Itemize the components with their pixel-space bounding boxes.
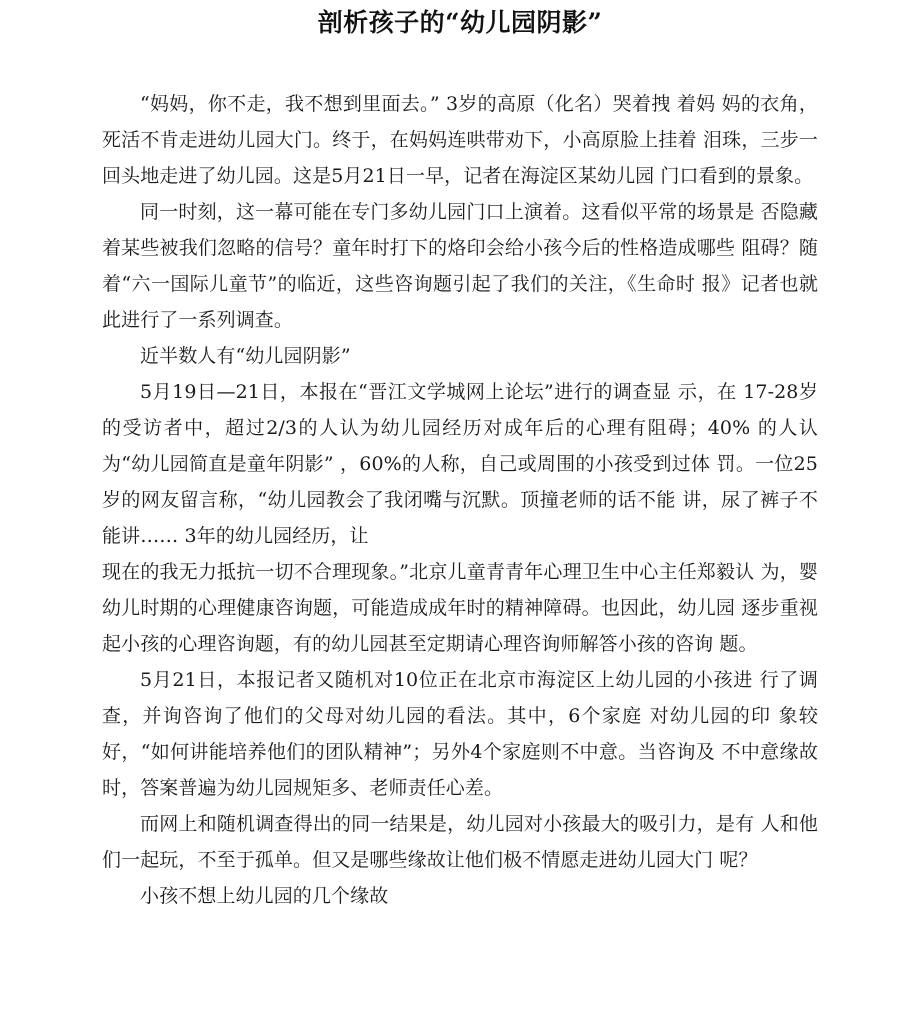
paragraph-6: 而网上和随机调查得出的同一结果是，幼儿园对小孩最大的吸引力，是有 人和他们一起玩，不至于孤单。但又是哪些缘故让他们极不情愿走进幼儿园大门 呢？ (102, 813, 818, 871)
paragraph-2: 同一时刻，这一幕可能在专门多幼儿园门口上演着。这看似平常的场景是 否隐藏着某些被我们忽略的信号？童年时打下的烙印会给小孩今后的性格造成哪些 阻碍？随着“六一国际儿童节”的临近，这些咨询题引起了我们的关注，《生命时 报》记者也就此进行了一系列调查。 (102, 201, 818, 331)
section-heading-1: 近半数人有“幼儿园阴影” (140, 345, 351, 367)
page-title: 剖析孩子的“幼儿园阴影” (317, 8, 603, 37)
paragraph-4: 现在的我无力抵抗一切不合理现象。”北京儿童青青年心理卫生中心主任郑毅认 为，婴幼儿时期的心理健康咨询题，可能造成成年时的精神障碍。也因此，幼儿园 逐步重视起小孩的心理咨询题，有的幼儿园甚至定期请心理咨询师解答小孩的咨询 题。 (102, 561, 818, 655)
paragraph-3: 5月19日—21日，本报在“晋江文学城网上论坛”进行的调查显 示，在 17-28岁的受访者中，超过2/3的人认为幼儿园经历对成年后的心理有阻碍；40% 的人认为“幼儿园简直是童年阴影” ，60%的人称，自己或周围的小孩受到过体 罚。一位25岁的网友留言称，“幼儿园教会了我闭嘴与沉默。顶撞老师的话不能 讲，尿了裤子不能讲…… 3年的幼儿园经历，让 (102, 381, 818, 547)
paragraph-5: 5月21日，本报记者又随机对10位正在北京市海淀区上幼儿园的小孩进 行了调查，并询咨询了他们的父母对幼儿园的看法。其中，6个家庭 对幼儿园的印 象较好，“如何讲能培养他们的团队精神”；另外4个家庭则不中意。当咨询及 不中意缘故时，答案普遍为幼儿园规矩多、老师责任心差。 (102, 669, 818, 799)
paragraph-1: “妈妈，你不走，我不想到里面去。” 3岁的高原（化名）哭着拽 着妈 妈的衣角，死活不肯走进幼儿园大门。终于，在妈妈连哄带劝下，小高原脸上挂着 泪珠，三步一回头地走进了幼儿园。这是5月21日一早，记者在海淀区某幼儿园 门口看到的景象。 (102, 93, 818, 187)
section-heading-2: 小孩不想上幼儿园的几个缘故 (140, 885, 389, 907)
document-body (102, 40, 818, 914)
